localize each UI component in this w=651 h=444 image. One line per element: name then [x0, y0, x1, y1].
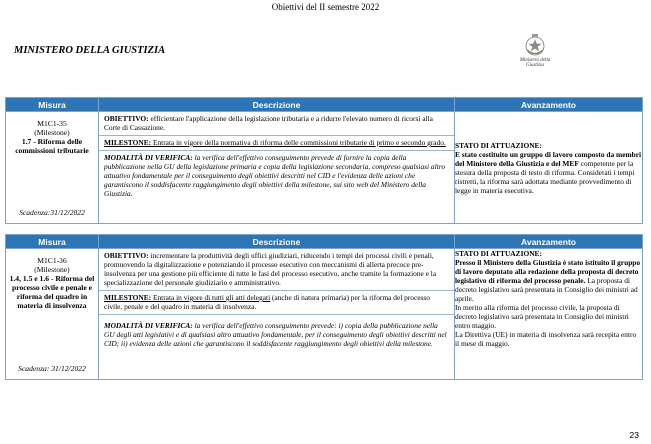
- measure-table-1: [5, 97, 643, 224]
- misura-cell: [6, 112, 99, 224]
- verifica-text: la verifica dell'effettivo conseguimento prevede: i) copia della pubblicazione nella GU degli atti legislativi e di qualsiasi altro attuativo fondamentale, per il conseguimento degli obiettivi descritti nel CID; ii) evidenza delle azioni che garantiscono il soddisfacente raggiungimento degli obiettivi della milestone.: [104, 321, 447, 348]
- milestone-underlined-text: Entrata in vigore di tutti gli atti delegati: [151, 293, 271, 302]
- misura-code: M1C1-36: [37, 256, 67, 265]
- column-header-misura: Misura: [6, 235, 99, 249]
- obiettivo-label: OBIETTIVO:: [104, 251, 149, 260]
- ministry-title: MINISTERO DELLA GIUSTIZIA: [14, 45, 166, 56]
- page-number: 23: [629, 430, 639, 440]
- obiettivo-text: incrementare la produttività degli uffici giudiziari, riducendo i tempi dei processi civili e penali, promuovendo la digitalizzazione e potenziando il processo esecutivo con meccanismi di allerta precoce pre-insolvenza per una gestione più efficiente di tutte le fasi del processo esecutivo, anche tramite la formazione e la specializzazione del personale giudiziario e amministrativo.: [104, 251, 437, 287]
- measure-table-2: [5, 234, 643, 380]
- verifica-block: [99, 151, 454, 201]
- descrizione-cell: [99, 112, 455, 224]
- column-header-misura: Misura: [6, 98, 99, 112]
- stato-text-3: La Direttiva (UE) in materia di insolvenza sarà recepita entro il mese di maggio.: [455, 330, 637, 348]
- misura-type: (Milestone): [34, 128, 70, 137]
- obiettivo-block: [99, 249, 454, 291]
- descrizione-cell: [99, 249, 455, 380]
- stato-label: STATO DI ATTUAZIONE:: [455, 140, 542, 150]
- stato-text: competente per la stesura della proposta di testo di riforma. Considerati i tempi ristretti, la riforma sarà adottata mediante provvedimento di legge in materia esecutiva.: [455, 158, 635, 195]
- obiettivo-label: OBIETTIVO:: [104, 114, 149, 123]
- stato-text: La proposta di decreto legislativo sarà presentata in Consiglio dei ministri ad aprile.: [455, 276, 638, 303]
- milestone-label: MILESTONE:: [104, 293, 152, 302]
- misura-cell: [6, 249, 99, 380]
- stato-label: STATO DI ATTUAZIONE:: [455, 249, 542, 258]
- misura-code: M1C1-35: [37, 119, 67, 128]
- misura-type: (Milestone): [34, 265, 70, 274]
- avanzamento-cell: [455, 249, 643, 380]
- column-header-avanzamento: Avanzamento: [455, 235, 643, 249]
- scadenza: Scadenza:31/12/2022: [19, 208, 85, 217]
- stato-text-2: In merito alla riforma del processo civile, la proposta di decreto legislativo sarà presentata in Consiglio dei ministri entro maggio.: [455, 303, 629, 330]
- scadenza: Scadenza: 31/12/2022: [18, 364, 86, 373]
- verifica-label: MODALITÀ DI VERIFICA:: [104, 153, 193, 162]
- misura-title: 1.4, 1.5 e 1.6 - Riforma del processo civile e penale e riforma del quadro in materia di insolvenza: [9, 274, 95, 310]
- stato-bold-text: E stato costituito un gruppo di lavoro composto da membri del Ministero della Giustizia e del MEF: [455, 149, 642, 168]
- stato-bold-text: Presso il Ministero della Giustizia è stato istituito il gruppo di lavoro deputato alla redazione della proposta di decreto legislativo di riforma del processo penale.: [455, 258, 641, 285]
- milestone-text: Entrata in vigore della normativa di riforma delle commissioni tributarie di primo e secondo grado.: [151, 138, 446, 147]
- verifica-label: MODALITÀ DI VERIFICA:: [104, 321, 193, 330]
- obiettivo-block: [99, 112, 454, 136]
- italian-emblem-icon: [524, 33, 546, 57]
- avanzamento-cell: [455, 112, 643, 224]
- column-header-descrizione: Descrizione: [99, 235, 455, 249]
- emblem: [515, 33, 555, 68]
- milestone-block: [99, 291, 454, 315]
- emblem-caption: Ministero della Giustizia: [519, 58, 551, 68]
- page-header: Obiettivi del II semestre 2022: [271, 2, 380, 12]
- milestone-block: [99, 136, 454, 151]
- column-header-descrizione: Descrizione: [99, 98, 455, 112]
- misura-title: 1.7 - Riforma delle commissioni tributarie: [15, 137, 89, 155]
- column-header-avanzamento: Avanzamento: [455, 98, 643, 112]
- milestone-text: (anche di natura primaria) per la riforma del processo civile, penale e del quadro in materia di insolvenza.: [104, 293, 430, 311]
- milestone-label: MILESTONE:: [104, 138, 152, 147]
- obiettivo-text: efficientare l'applicazione della legislazione tributaria e a ridurre l'elevato numero di ricorsi alla Corte di Cassazione.: [104, 114, 433, 132]
- verifica-block: [99, 315, 454, 351]
- verifica-text: la verifica dell'effettivo conseguimento prevede di fornire la copia della pubblicazione nella GU della legislazione primaria e copia della legislazione secondaria, compreso qualsiasi altro attuativo fondamentale per il conseguimento degli obiettivi descritti nel CID e l'evidenza delle azioni che garantiscono il soddisfacente raggiungimento degli obiettivi della milestone, sui sito web del Ministero della Giustizia.: [104, 153, 446, 198]
